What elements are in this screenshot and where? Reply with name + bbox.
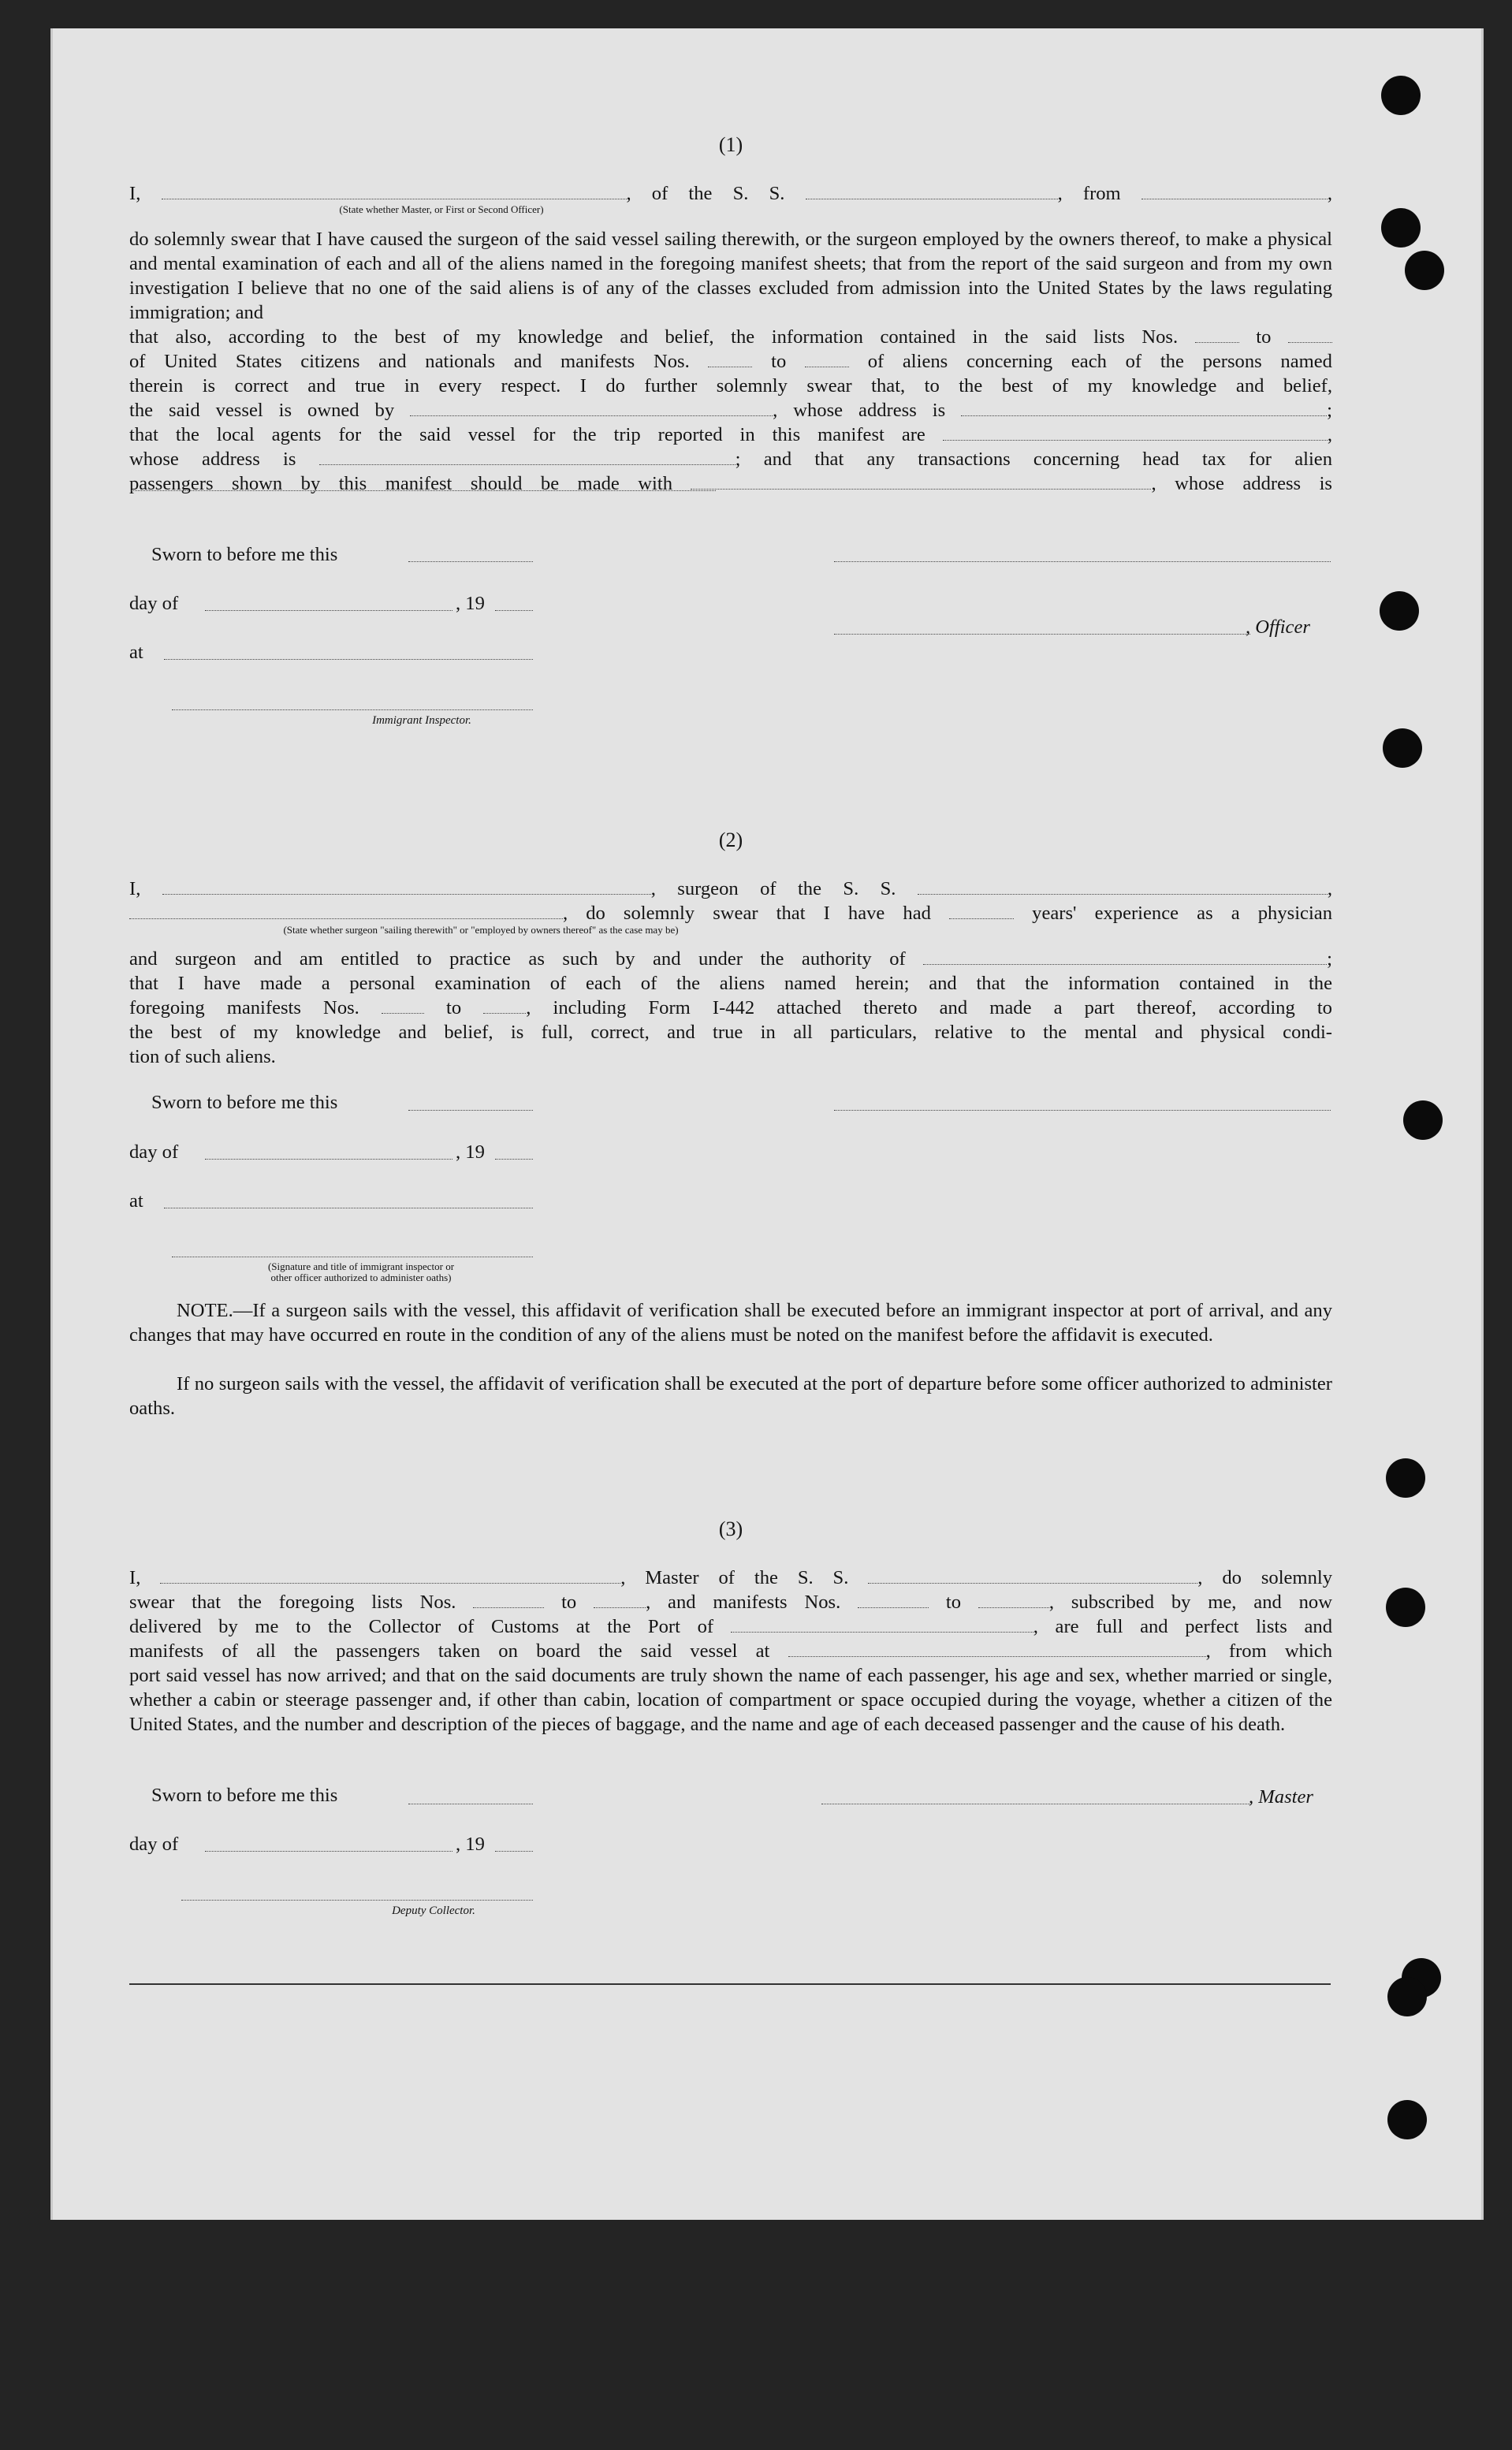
sworn-label-1: Sworn to before me this <box>151 544 338 565</box>
sworn-label-3: Sworn to before me this <box>151 1785 338 1806</box>
note-paragraph: NOTE.—If a surgeon sails with the vessel, this affidavit of verification shall be executed before an immigrant inspector at port of arrival, and any changes that may have occurred en route in the condition of any of the aliens must be noted on the manifest before the affidavit is executed. <box>129 1300 1332 1346</box>
binder-hole <box>1387 2100 1427 2139</box>
day-of-label-3: day of <box>129 1834 179 1855</box>
binder-hole <box>1403 1100 1443 1140</box>
section-1-line-9: therein is correct and true in every respect. I do further solemnly swear that, to the best of my knowledge and belief, <box>129 375 1332 397</box>
local-agents-field[interactable] <box>943 423 1328 441</box>
lists-from-field-3[interactable] <box>473 1591 544 1608</box>
section-3-body: port said vessel has now arrived; and that on the said documents are truly shown the name of each passenger, his age and sex, whether married or single, whether a cabin or steerage passenger and, if other than cabin, location of compartment or space occupied during the voyage, whether a citizen of the United States, and the number and description of the pieces of baggage, and the name and age of each deceased passenger and the cause of his death. <box>129 1665 1332 1735</box>
owner-address-field[interactable] <box>961 399 1327 416</box>
lists-from-field[interactable] <box>1195 326 1239 343</box>
binder-hole <box>1386 1458 1425 1498</box>
month-field-3[interactable] <box>205 1851 452 1852</box>
deputy-collector-signature-field[interactable] <box>181 1900 533 1901</box>
sworn-label-2: Sworn to before me this <box>151 1092 338 1113</box>
agents-address-field[interactable] <box>319 448 736 465</box>
immigrant-inspector-label: Immigrant Inspector. <box>372 714 471 727</box>
binder-hole <box>1380 591 1419 631</box>
year-label-3: , 19 <box>456 1834 485 1855</box>
officer-signature-field-top[interactable] <box>834 561 1331 562</box>
officer-label: , Officer <box>1246 616 1310 638</box>
section-2-number: (2) <box>718 828 743 851</box>
section-3-line-1: I, , Master of the S. S. , do solemnly <box>129 1567 1332 1588</box>
section-1-line-11: that the local agents for the said vessel for the trip reported in this manifest are , <box>129 424 1332 445</box>
surgeon-status-caption: (State whether surgeon "sailing therewith" or "employed by owners thereof" as the case may be) <box>283 924 679 936</box>
head-tax-address-field[interactable] <box>131 490 716 491</box>
section-2-line-5: foregoing manifests Nos. to , including Form I-442 attached thereto and made a part thereof, according to <box>129 997 1332 1018</box>
manifests-to-field-3[interactable] <box>978 1591 1049 1608</box>
authorized-officer-caption-1: (Signature and title of immigrant inspector or <box>267 1260 455 1272</box>
surgeon-signature-field[interactable] <box>834 1110 1331 1111</box>
note-label: NOTE. <box>177 1300 233 1321</box>
section-1-line-1: I, , of the S. S. , from , <box>129 183 1332 204</box>
section-2-line-4: that I have made a personal examination of each of the aliens named herein; and that the information contained in the <box>129 973 1332 994</box>
section-2-line-2: , do solemnly swear that I have had years' experience as a physician <box>129 901 1332 925</box>
section-1-body: do solemnly swear that I have caused the surgeon of the said vessel sailing therewith, or the surgeon employed by the owners thereof, to make a physical and mental examination of each and all of the aliens named in the foregoing manifest sheets; that from the report of the said surgeon and from my own investigation I believe that no one of the said aliens is of any of the classes excluded from admission into the United States by the laws regulating immigration; and <box>129 229 1332 323</box>
from-port-field[interactable] <box>1141 182 1328 199</box>
year-field-2[interactable] <box>495 1159 533 1160</box>
lists-to-field-3[interactable] <box>594 1591 646 1608</box>
head-tax-contact-field[interactable] <box>691 472 1151 490</box>
manifests-from-field[interactable] <box>708 350 752 367</box>
surgeon-name-field[interactable] <box>162 877 651 895</box>
binder-hole <box>1381 76 1421 115</box>
officer-rank-caption: (State whether Master, or First or Second Officer) <box>339 203 544 215</box>
authorized-officer-caption-2: other officer authorized to administer oaths) <box>270 1272 452 1283</box>
month-field-2[interactable] <box>205 1159 452 1160</box>
section-1-line-8: of United States citizens and nationals and manifests Nos. to of aliens concerning each of the persons named <box>129 351 1332 372</box>
section-2-line-3: and surgeon and am entitled to practice as such by and under the authority of ; <box>129 948 1332 970</box>
at-label-2: at <box>129 1190 143 1212</box>
day-of-label-2: day of <box>129 1141 179 1163</box>
binder-hole <box>1405 251 1444 290</box>
surgeon-status-field[interactable] <box>129 902 563 919</box>
closing-rule <box>129 1983 1331 1985</box>
section-3-number: (3) <box>718 1517 743 1540</box>
manifests-to-field[interactable] <box>805 350 849 367</box>
binder-hole <box>1387 1977 1427 2016</box>
practice-authority-field[interactable] <box>923 948 1327 965</box>
officer-signature-field[interactable] <box>834 634 1250 635</box>
binder-hole <box>1386 1588 1425 1627</box>
section-2-line-7: tion of such aliens. <box>129 1046 276 1067</box>
section-1-line-13: passengers shown by this manifest should be made with , whose address is <box>129 473 1332 494</box>
inspector-signature-field[interactable] <box>172 709 533 710</box>
year-label-1: , 19 <box>456 593 485 614</box>
master-name-field[interactable] <box>160 1566 620 1584</box>
section-3-line-3: delivered by me to the Collector of Customs at the Port of , are full and perfect lists and <box>129 1616 1332 1637</box>
binder-hole <box>1383 728 1422 768</box>
vessel-name-field[interactable] <box>806 182 1058 199</box>
surgeon-vessel-field[interactable] <box>918 877 1328 895</box>
year-field-1[interactable] <box>495 610 533 611</box>
sworn-day-field-1[interactable] <box>408 561 533 562</box>
officer-rank-field[interactable] <box>162 182 627 199</box>
owner-field[interactable] <box>410 399 773 416</box>
section-3-line-4: manifests of all the passengers taken on board the said vessel at , from which <box>129 1640 1332 1662</box>
binder-hole <box>1381 208 1421 248</box>
at-place-field-1[interactable] <box>164 659 533 660</box>
year-label-2: , 19 <box>456 1141 485 1163</box>
sworn-day-field-2[interactable] <box>408 1110 533 1111</box>
section-2-line-1: I, , surgeon of the S. S. , <box>129 878 1332 899</box>
master-label: , Master <box>1249 1786 1313 1808</box>
section-1-line-7: that also, according to the best of my knowledge and belief, the information contained in the said lists Nos. to <box>129 325 1332 349</box>
note-paragraph-2: If no surgeon sails with the vessel, the affidavit of verification shall be executed at the port of departure before some officer authorized to administer oaths. <box>129 1373 1332 1419</box>
section-1-line-10: the said vessel is owned by , whose address is ; <box>129 400 1332 421</box>
at-label-1: at <box>129 642 143 663</box>
section-2-line-6: the best of my knowledge and belief, is full, correct, and true in all particulars, relative to the mental and physical condi- <box>129 1022 1332 1043</box>
deputy-collector-label: Deputy Collector. <box>392 1905 475 1917</box>
port-of-departure-field[interactable] <box>788 1640 1206 1657</box>
month-field-1[interactable] <box>205 610 452 611</box>
manifests-from-field-2[interactable] <box>382 996 424 1014</box>
section-1-number: (1) <box>718 133 743 156</box>
year-field-3[interactable] <box>495 1851 533 1852</box>
years-experience-field[interactable] <box>949 902 1014 919</box>
port-of-arrival-field[interactable] <box>731 1615 1033 1633</box>
section-3-line-2: swear that the foregoing lists Nos. to , and manifests Nos. to , subscribed by me, and now <box>129 1592 1332 1613</box>
lists-to-field[interactable] <box>1288 326 1332 343</box>
day-of-label-1: day of <box>129 593 179 614</box>
section-1-line-12: whose address is ; and that any transactions concerning head tax for alien <box>129 449 1332 470</box>
master-vessel-field[interactable] <box>868 1566 1197 1584</box>
manifests-from-field-3[interactable] <box>858 1591 929 1608</box>
manifests-to-field-2[interactable] <box>483 996 526 1014</box>
